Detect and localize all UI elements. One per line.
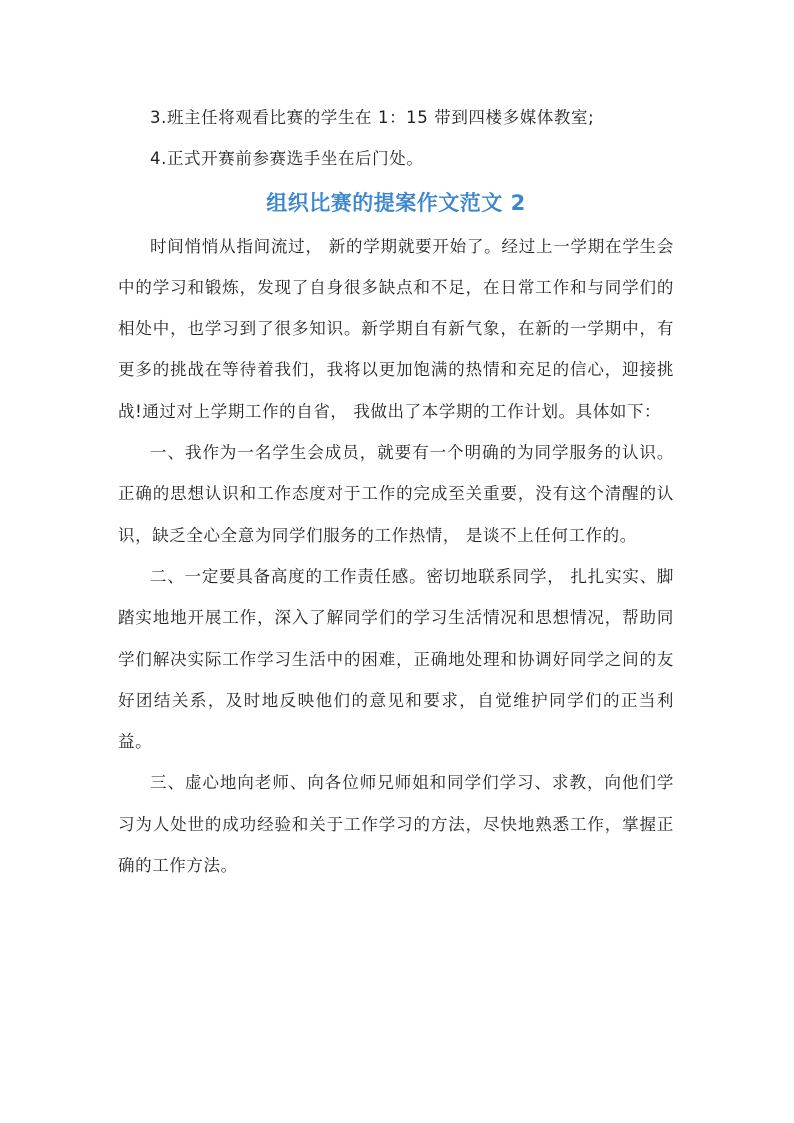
intro-item-2: 4.正式开赛前参赛选手坐在后门处。 <box>150 149 424 169</box>
intro-item-1: 3.班主任将观看比赛的学生在 1：15 带到四楼多媒体教室; <box>150 108 595 127</box>
paragraph-point-one: 一、我作为一名学生会成员，就要有一个明确的为同学服务的认识。正确的思想认识和工作态度对于工作的完成至关重要，没有这个清醒的认识，缺乏全心全意为同学们服务的工作热情， 是谈不上任何工作的。 <box>118 443 674 545</box>
paragraph-opening: 时间悄悄从指间流过， 新的学期就要开始了。经过上一学期在学生会中的学习和锻炼，发现了自身很多缺点和不足，在日常工作和与同学们的相处中，也学习到了很多知识。新学期自有新气象，在新的一学期中，有更多的挑战在等待着我们，我将以更加饱满的热情和充足的信心，迎接挑战!通过对上学期工作的自省， 我做出了本学期的工作计划。具体如下： <box>118 236 674 421</box>
paragraph-point-two: 二、一定要具备高度的工作责任感。密切地联系同学， 扎扎实实、脚踏实地地开展工作，深入了解同学们的学习生活情况和思想情况，帮助同学们解决实际工作学习生活中的困难，正确地处理和协调好同学之间的友好团结关系，及时地反映他们的意见和要求，自觉维护同学们的正当利益。 <box>118 566 674 752</box>
paragraph-point-three: 三、虚心地向老师、向各位师兄师姐和同学们学习、求教，向他们学习为人处世的成功经验和关于工作学习的方法，尽快地熟悉工作，掌握正确的工作方法。 <box>118 773 674 876</box>
section-title: 组织比赛的提案作文范文 2 <box>266 190 526 215</box>
document-body <box>118 97 674 886</box>
